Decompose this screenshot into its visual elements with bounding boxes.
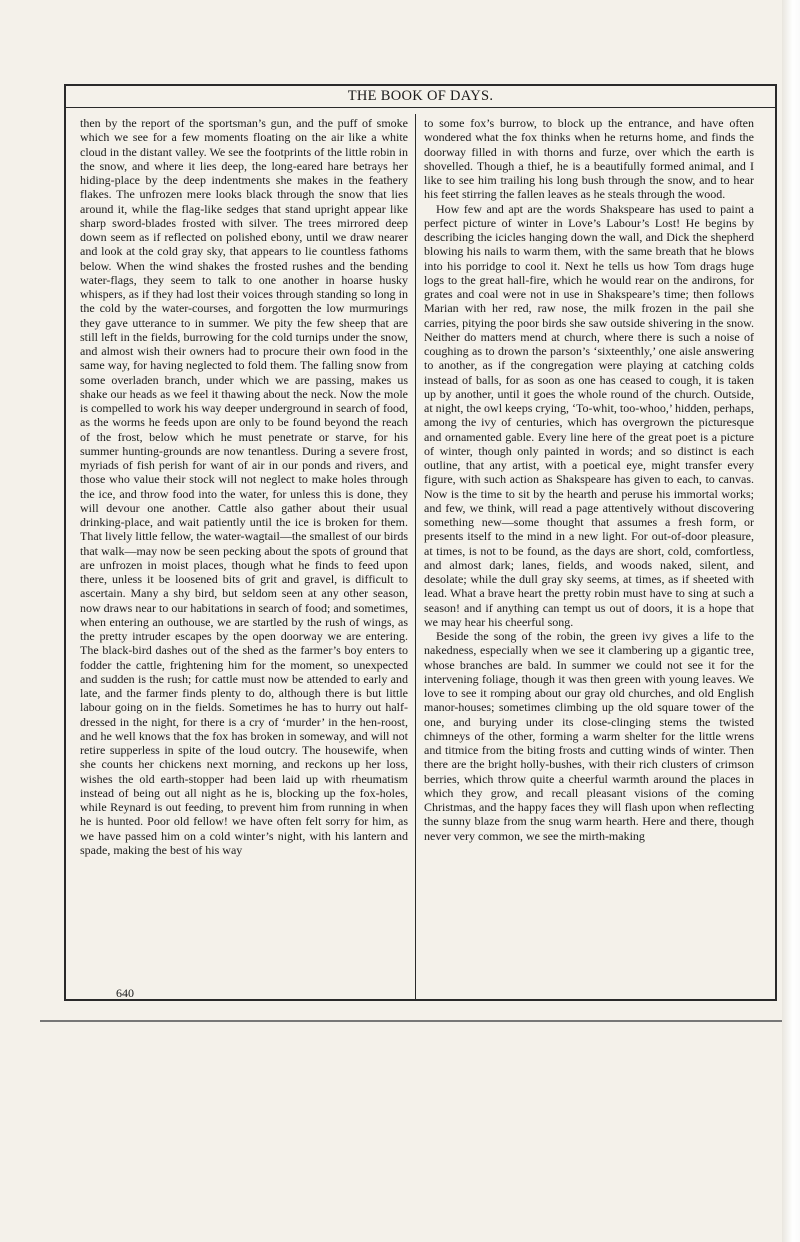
right-paragraph-3: Beside the song of the robin, the green ivy gives a life to the nakedness, especially when we see it clambering up a gigantic tree, whose branches are bald. In summer we could not see it for the intervening foliage, though it was then green with young leaves. We love to see it romping about our gray old churches, and old English manor-houses; sometimes climbing up the old square tower of the one, and burying under its close-clinging stems the twisted chimneys of the other, forming a warm shelter for the little wrens and titmice from the biting frosts and cutting winds of winter. Then there are the bright holly-bushes, with their rich clusters of crimson berries, which throw quite a cheerful warmth around the places in which they grow, and recall pleasant visions of the coming Christmas, and the happy faces they will flash upon when reflecting the sunny blaze from the snug warm hearth. Here and there, though never very common, we see the mirth-making [424, 629, 754, 843]
left-column [80, 116, 408, 986]
column-divider [415, 114, 416, 999]
right-paragraph-1: to some fox’s burrow, to block up the entrance, and have often wondered what the fox thinks when he returns home, and finds the doorway filled in with thorns and furze, over which the earth is shovelled. Though a thief, he is a beautifully formed animal, and I like to see him trailing his long bush through the snow, and to hear his feet stirring the fallen leaves as he steals through the wood. [424, 116, 754, 202]
page-edge [782, 0, 800, 1242]
left-paragraph-1: then by the report of the sportsman’s gun, and the puff of smoke which we see for a few moments floating on the air like a white cloud in the distant valley. We see the footprints of the little robin in the snow, and where it lies deep, the long-eared hare betrays her hiding-place by the deep indentments she makes in the feathery flakes. The unfrozen mere looks black through the snow that lies around it, while the flag-like sedges that stand upright appear like sharp sword-blades frosted with silver. The trees mirrored deep down seem as if reflected on polished ebony, until we draw nearer and look at the cold gray sky, that appears to lie countless fathoms below. When the wind shakes the frosted rushes and the bending water-flags, they seem to talk to one another in hoarse husky whispers, as if they had lost their voices through standing so long in the cold by the water-courses, and forgotten the low murmurings they gave utterance to in summer. We pity the few sheep that are still left in the fields, burrowing for the cold turnips under the snow, and almost wish their owners had to procure their own food in the same way, for having neglected to fold them. The falling snow from some overladen branch, under which we are passing, makes us shake our heads as we feel it thawing about the neck. Now the mole is compelled to work his way deeper underground in search of food, as the worms he feeds upon are only to be found beyond the reach of the frost, below which he must penetrate or starve, for his summer hunting-grounds are now tenantless. During a severe frost, myriads of fish perish for want of air in our ponds and rivers, and those who value their stock will not neglect to make holes through the ice, and throw food into the water, for unless this is done, they will devour one another. Cattle also gather about their usual drinking-place, and wait patiently until the ice is broken for them. That lively little fellow, the water-wagtail—the smallest of our birds that walk—may now be seen pecking about the spots of ground that are unfrozen in moist places, though what he finds to feed upon there, unless it be loosened bits of grit and gravel, is difficult to ascertain. Many a shy bird, but seldom seen at any other season, now draws near to our habitations in search of food; and sometimes, when entering an outhouse, we are startled by the rush of wings, as the pretty intruder escapes by the open doorway we are entering. The black-bird dashes out of the shed as the farmer’s boy enters to fodder the cattle, frightening him for the moment, so unexpected and sudden is the rush; for cattle must now be attended to early and late, and the farmer finds plenty to do, although there is but little labour going on in the fields. Sometimes he has to hurry out half-dressed in the night, for there is a cry of ‘murder’ in the hen-roost, and he well knows that the fox has broken in someway, and will not retire supperless in spite of the loud outcry. The housewife, when she counts her chickens next morning, and reckons up her loss, wishes the old earth-stopper had been laid up with rheumatism instead of being out all night as he is, blocking up the fox-holes, while Reynard is out feeding, to prevent him from running in when he is hunted. Poor old fellow! we have often felt sorry for him, as we have passed him on a cold winter’s night, with his lantern and spade, making the best of his way [80, 116, 408, 857]
bottom-rule [40, 1020, 782, 1022]
right-column [424, 116, 754, 986]
running-head: THE BOOK OF DAYS. [347, 88, 494, 104]
right-paragraph-2: How few and apt are the words Shakspeare has used to paint a perfect picture of winter in Love’s Labour’s Lost! He begins by describing the icicles hanging down the wall, and Dick the shepherd blowing his nails to warm them, with the same breath that he blows into his porridge to cool it. Next he tells us how Tom drags huge logs to the great hall-fire, which he would rear on the andirons, for grates and coal were not in use in Shakspeare’s time; then follows Marian with her red, raw nose, the milk frozen in the pail she carries, pitying the poor birds she saw outside shivering in the snow. Neither do matters mend at church, where there is such a noise of coughing as to drown the parson’s ‘sixteenthly,’ one aisle answering to another, as if the congregation were playing at catching colds instead of balls, for as soon as one has ceased to cough, it is taken up by another, until it goes the whole round of the church. Outside, at night, the owl keeps crying, ‘To-whit, too-whoo,’ hidden, perhaps, among the ivy of centuries, which has overgrown the picturesque and ornamented gable. Every line here of the great poet is a picture of winter, though only painted in words; and so distinct is each outline, that any artist, with a poetical eye, might transfer every figure, with such action as Shakspeare has given to each, to canvas. Now is the time to sit by the hearth and peruse his immortal works; and few, we think, will read a page attentively without discovering something new—some thought that assumes a fresh form, or presents itself to the mind in a new light. For out-of-door pleasure, at times, is not to be found, as the days are short, cold, comfortless, and almost dark; lanes, fields, and woods naked, silent, and desolate; while the dull gray sky seems, at times, as if sheeted with lead. What a brave heart the pretty robin must have to sing at such a season! and if anything can tempt us out of doors, it is a hope that we may hear his cheerful song. [424, 201, 754, 629]
page-number: 640 [116, 986, 134, 1000]
